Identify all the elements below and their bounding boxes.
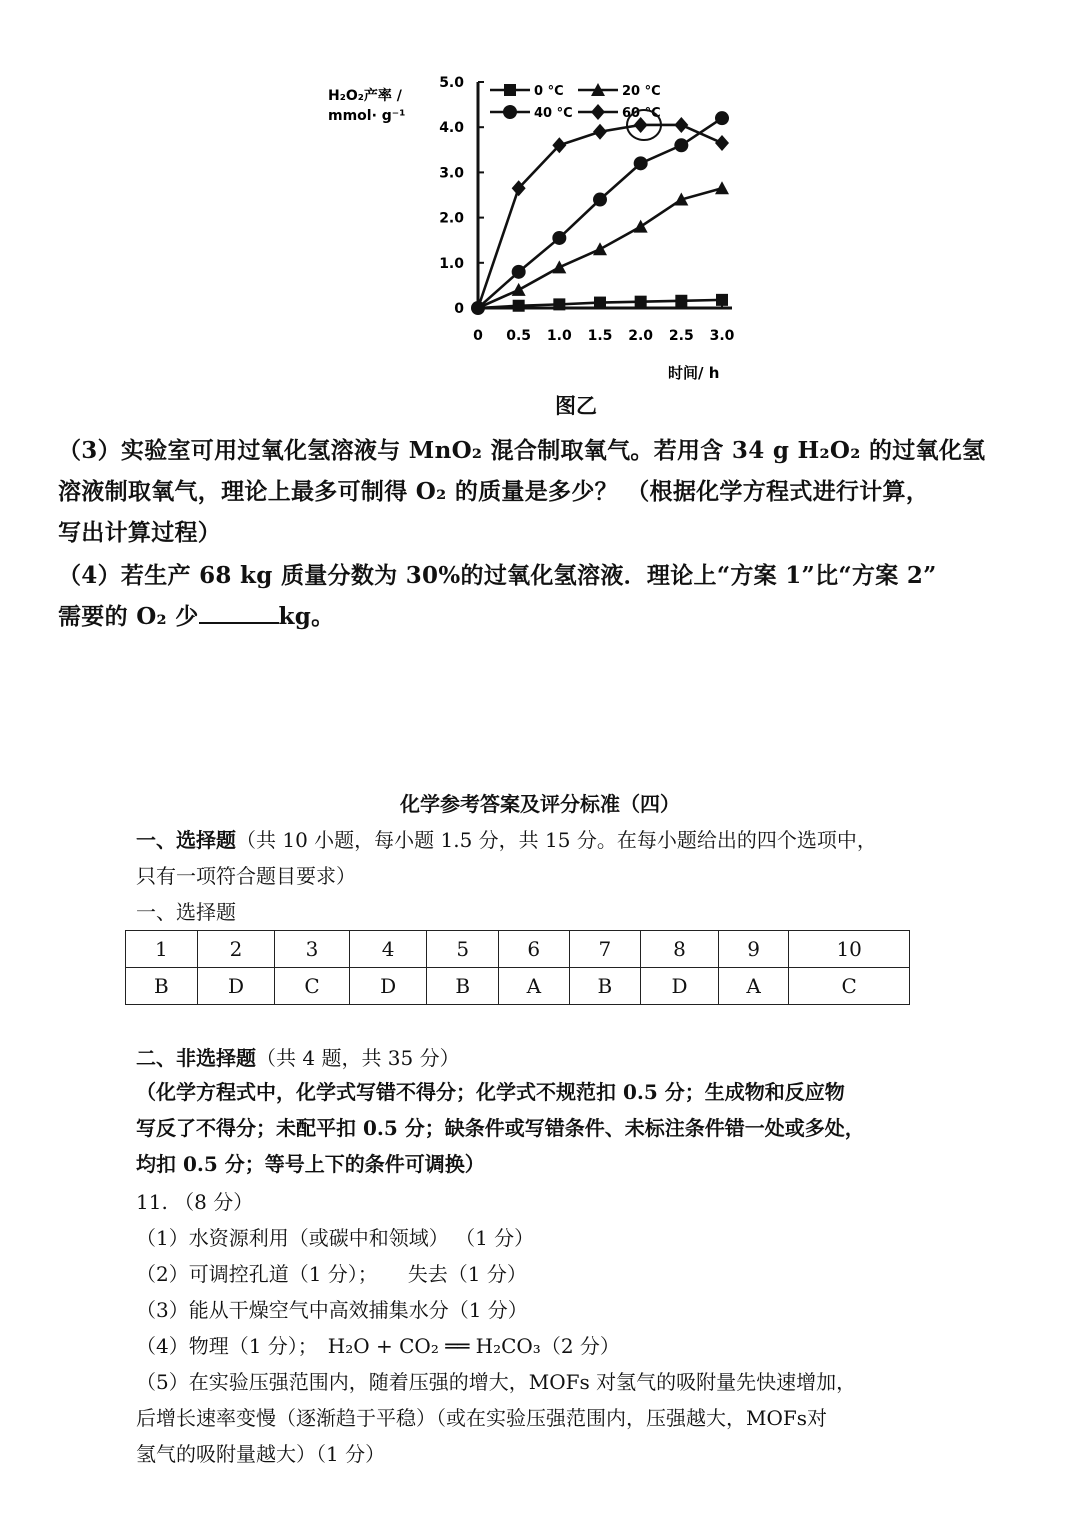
x-axis-label: 时间/ h: [668, 364, 720, 382]
x-tick-label: 2.0: [628, 328, 654, 344]
legend-label: 40 °C: [534, 106, 573, 121]
legend: [490, 83, 661, 121]
data-point-series-3: [674, 117, 688, 133]
data-point-series-3: [593, 124, 607, 140]
answer-11-5-line-1: （5）在实验压强范围内，随着压强的增大，MOFs 对氢气的吸附量先快速增加，: [136, 1370, 857, 1394]
table-cell-question-number: 1: [126, 931, 198, 968]
question-3-line-1: （3）实验室可用过氧化氢溶液与 MnO₂ 混合制取氧气。若用含 34 g H₂O₂ 的过氧化氢: [58, 437, 986, 464]
section-1-description: （共 10 小题，每小题 1.5 分，共 15 分。在每小题给出的四个选项中，: [236, 828, 877, 852]
question-3-line-3: 写出计算过程）: [58, 519, 222, 546]
y-axis-label-line2: mmol· g⁻¹: [328, 108, 406, 124]
data-point-series-0: [635, 296, 647, 308]
x-tick-label: 1.0: [546, 328, 572, 344]
legend-marker: [591, 104, 605, 120]
data-point-series-1: [634, 220, 648, 233]
answer-11-5-line-3: 氢气的吸附量越大）（1 分）: [136, 1442, 386, 1466]
data-point-series-1: [715, 181, 729, 194]
y-tick-label: 1.0: [439, 255, 464, 272]
section-1-subheading: 一、选择题: [136, 900, 236, 924]
table-cell-question-number: 5: [427, 931, 499, 968]
y-tick-label: 2.0: [439, 210, 464, 227]
x-tick-label: 0: [473, 328, 483, 344]
data-point-series-1: [512, 283, 526, 296]
x-tick-label: 3.0: [709, 328, 735, 344]
legend-marker: [503, 105, 517, 119]
data-point-series-1: [593, 242, 607, 255]
legend-label: 60 °C: [622, 106, 661, 121]
multiple-choice-answer-table: [125, 930, 910, 1005]
question-3-line-2: 溶液制取氧气，理论上最多可制得 O₂ 的质量是多少？ （根据化学方程式进行计算，: [58, 478, 930, 505]
y-tick-label: 5.0: [439, 75, 464, 91]
data-point-series-0: [675, 295, 687, 307]
table-cell-answer: C: [275, 968, 349, 1005]
section-2-rule-2: 写反了不得分；未配平扣 0.5 分；缺条件或写错条件、未标注条件错一处或多处，: [136, 1116, 865, 1140]
legend-label: 20 °C: [622, 84, 661, 99]
data-point-series-1: [552, 260, 566, 273]
answer-11-1: （1）水资源利用（或碳中和领域） （1 分）: [136, 1226, 535, 1250]
answer-key-title: 化学参考答案及评分标准（四）: [400, 792, 680, 816]
data-point-series-2: [593, 193, 607, 207]
data-point-series-2: [512, 265, 526, 279]
section-2-rule-3: 均扣 0.5 分；等号上下的条件可调换）: [136, 1152, 485, 1176]
y-tick-label: 4.0: [439, 120, 464, 137]
table-cell-question-number: 3: [275, 931, 349, 968]
series-line-3: [478, 125, 722, 308]
table-cell-answer: C: [789, 968, 910, 1005]
h2o2-yield-chart: [318, 68, 768, 388]
table-cell-question-number: 8: [641, 931, 719, 968]
y-tick-label: 3.0: [439, 165, 464, 182]
data-point-series-2: [674, 138, 688, 152]
x-tick-label: 0.5: [506, 328, 532, 344]
table-cell-question-number: 10: [789, 931, 910, 968]
table-cell-answer: B: [569, 968, 641, 1005]
section-2-rule-1: （化学方程式中，化学式写错不得分；化学式不规范扣 0.5 分；生成物和反应物: [136, 1080, 845, 1104]
answer-11-2: （2）可调控孔道（1 分）； 失去（1 分）: [136, 1262, 527, 1286]
section-2-heading: 二、非选择题: [136, 1046, 256, 1070]
data-point-series-2: [634, 156, 648, 170]
question-11-header: 11. （8 分）: [136, 1190, 254, 1214]
table-cell-question-number: 7: [569, 931, 641, 968]
section-1-heading: 一、选择题: [136, 828, 236, 852]
section-2-header: [136, 1040, 936, 1076]
table-cell-answer: A: [499, 968, 569, 1005]
table-cell-answer: B: [427, 968, 499, 1005]
table-row-numbers: [126, 931, 910, 968]
question-4-text: 需要的 O₂ 少: [58, 603, 199, 630]
section-1-header: [136, 822, 936, 858]
section-2-description: （共 4 题，共 35 分）: [256, 1046, 460, 1070]
table-cell-answer: D: [641, 968, 719, 1005]
table-cell-question-number: 4: [349, 931, 427, 968]
data-point-series-0: [553, 298, 565, 310]
legend-label: 0 °C: [534, 84, 564, 99]
x-tick-label: 2.5: [668, 328, 694, 344]
table-cell-answer: B: [126, 968, 198, 1005]
data-point-series-0: [716, 294, 728, 306]
table-cell-question-number: 9: [718, 931, 788, 968]
question-4-line-1: （4）若生产 68 kg 质量分数为 30%的过氧化氢溶液．理论上“方案 1”比“方案 2”: [58, 562, 937, 589]
x-tick-label: 1.5: [587, 328, 613, 344]
data-point-series-2: [715, 111, 729, 125]
table-cell-question-number: 2: [197, 931, 275, 968]
data-point-series-2: [552, 231, 566, 245]
table-cell-answer: D: [197, 968, 275, 1005]
answer-11-5-line-2: 后增长速率变慢（逐渐趋于平稳）（或在实验压强范围内，压强越大，MOFs对: [136, 1406, 828, 1430]
data-point-series-3: [715, 135, 729, 151]
question-4-unit: kg。: [278, 603, 335, 630]
origin-point: [471, 301, 485, 315]
answer-11-4: （4）物理（1 分）； H₂O + CO₂ ══ H₂CO₃（2 分）: [136, 1334, 620, 1358]
question-4-line-2: [58, 596, 1058, 637]
y-tick-label: 0: [454, 301, 464, 317]
table-row-answers: [126, 968, 910, 1005]
table-cell-question-number: 6: [499, 931, 569, 968]
section-1-description-2: 只有一项符合题目要求）: [136, 864, 356, 888]
answer-blank[interactable]: [199, 602, 279, 624]
data-point-series-0: [594, 297, 606, 309]
data-point-series-0: [513, 300, 525, 312]
table-cell-answer: D: [349, 968, 427, 1005]
figure-caption: 图乙: [555, 393, 597, 418]
answer-11-3: （3）能从干燥空气中高效捕集水分（1 分）: [136, 1298, 528, 1322]
y-axis-label-line1: H₂O₂产率 /: [328, 88, 402, 104]
table-cell-answer: A: [718, 968, 788, 1005]
legend-marker: [504, 84, 516, 96]
